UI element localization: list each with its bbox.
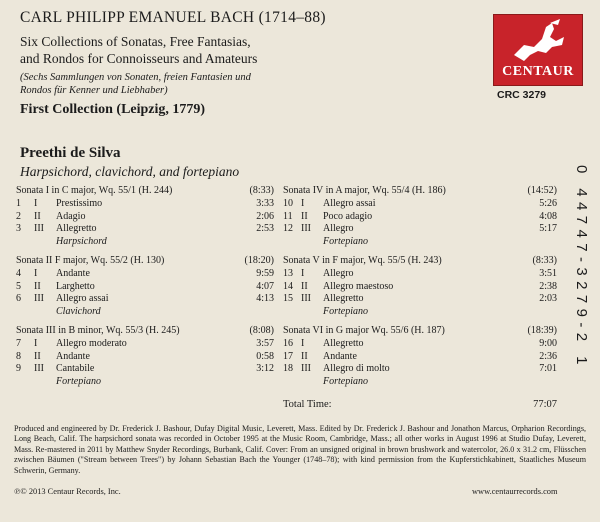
track-title: Larghetto bbox=[56, 280, 95, 292]
sonata-title: Sonata V in F major, Wq. 55/5 (H. 243) bbox=[283, 255, 442, 266]
track-row bbox=[16, 363, 274, 376]
movement-number: II bbox=[301, 280, 308, 292]
track-title: Andante bbox=[323, 350, 357, 362]
track-number: 17 bbox=[283, 350, 293, 362]
track-row bbox=[283, 268, 557, 281]
track-title: Allegretto bbox=[323, 293, 364, 304]
track-duration: 2:53 bbox=[256, 223, 274, 234]
instrument-label: Harpsichord bbox=[56, 235, 107, 247]
track-number: 2 bbox=[16, 210, 21, 222]
track-title: Allegro assai bbox=[56, 293, 109, 304]
track-duration: 3:33 bbox=[256, 198, 274, 209]
movement-number: II bbox=[34, 350, 41, 362]
sonata-total: (8:08) bbox=[249, 325, 274, 336]
track-duration: 7:01 bbox=[539, 363, 557, 374]
track-number: 11 bbox=[283, 210, 293, 222]
track-title: Allegretto bbox=[56, 223, 97, 234]
track-row bbox=[16, 268, 274, 281]
movement-number: I bbox=[34, 198, 38, 209]
track-number: 1 bbox=[16, 198, 21, 209]
sonata-total: (8:33) bbox=[532, 255, 557, 266]
track-title: Allegretto bbox=[323, 338, 364, 349]
track-number: 13 bbox=[283, 268, 293, 279]
sonata-title: Sonata III in B minor, Wq. 55/3 (H. 245) bbox=[16, 325, 180, 336]
track-duration: 2:06 bbox=[256, 210, 274, 222]
track-row bbox=[16, 338, 274, 351]
instruments-line: Harpsichord, clavichord, and fortepiano bbox=[20, 164, 240, 179]
track-duration: 9:59 bbox=[256, 268, 274, 279]
centaur-logo bbox=[493, 14, 583, 86]
total-time-value: 77:07 bbox=[533, 399, 557, 410]
track-number: 8 bbox=[16, 350, 21, 362]
track-title: Allegro bbox=[323, 223, 354, 234]
movement-number: III bbox=[301, 293, 311, 304]
movement-number: III bbox=[34, 223, 44, 234]
collection-title: First Collection (Leipzig, 1779) bbox=[20, 102, 206, 117]
movement-number: II bbox=[34, 280, 41, 292]
track-number: 15 bbox=[283, 293, 293, 304]
track-row bbox=[283, 198, 557, 211]
production-credits: Produced and engineered by Dr. Frederick J. Bashour, Dufay Digital Music, Leverett, Mass. Edited by Dr. Frederick J. Bashour and Jonathon Marcus, Orpharion Recordings, Long Beach, Calif. The harpsichord sonata was recorded in October 1995 at the Music Room, Cambridge, Mass.; all other works in August 1996 at Studio Dufay, Leverett, Mass. Re-mastered in 2011 by Matthew Snyder Recordings, Burbank, Calif. Cover: From an unsigned original in brown brushwork and watercolor, 26.0 x 31.2 cm, Flüsschen zwischen Bäumen ("Stream between Trees") by Johann Sebastian Bach the Younger (1748–78); with kind permission from the Kupferstichkabinett, Staatliches Museum Schwerin, Germany. bbox=[14, 424, 586, 475]
track-number: 7 bbox=[16, 338, 21, 349]
movement-number: II bbox=[301, 350, 308, 362]
total-time bbox=[283, 399, 557, 410]
instrument-label: Fortepiano bbox=[323, 305, 368, 317]
track-row bbox=[283, 211, 557, 224]
track-number: 14 bbox=[283, 280, 293, 292]
subtitle-line-2: and Rondos for Connoisseurs and Amateurs bbox=[20, 51, 258, 66]
centaur-figure-icon bbox=[494, 15, 582, 67]
track-row bbox=[283, 363, 557, 376]
sonata-block-3 bbox=[16, 325, 274, 389]
sonata-total: (18:20) bbox=[244, 255, 274, 266]
track-number: 10 bbox=[283, 198, 293, 209]
track-row bbox=[16, 198, 274, 211]
sonata-title: Sonata IV in A major, Wq. 55/4 (H. 186) bbox=[283, 185, 446, 196]
movement-number: I bbox=[301, 268, 305, 279]
track-row bbox=[16, 293, 274, 306]
track-duration: 2:36 bbox=[539, 350, 557, 362]
track-title: Andante bbox=[56, 350, 90, 362]
track-title: Allegro assai bbox=[323, 198, 376, 209]
sonata-total: (8:33) bbox=[249, 185, 274, 196]
track-number: 12 bbox=[283, 223, 293, 234]
track-duration: 4:08 bbox=[539, 210, 557, 222]
track-title: Andante bbox=[56, 268, 90, 279]
movement-number: III bbox=[34, 363, 44, 374]
track-row bbox=[16, 223, 274, 236]
track-duration: 3:57 bbox=[256, 338, 274, 349]
movement-number: I bbox=[34, 338, 38, 349]
track-number: 18 bbox=[283, 363, 293, 374]
track-row bbox=[283, 223, 557, 236]
track-number: 5 bbox=[16, 280, 21, 292]
barcode-text: 0 44747-3279-2 1 bbox=[573, 165, 590, 370]
track-title: Prestissimo bbox=[56, 198, 103, 209]
instrument-label: Fortepiano bbox=[323, 235, 368, 247]
movement-number: III bbox=[301, 363, 311, 374]
instrument-label: Fortepiano bbox=[56, 375, 101, 387]
track-row bbox=[283, 338, 557, 351]
track-title: Allegro di molto bbox=[323, 363, 390, 374]
german-title-line-1: (Sechs Sammlungen von Sonaten, freien Fantasien und bbox=[20, 72, 251, 83]
track-duration: 3:12 bbox=[256, 363, 274, 374]
sonata-block-1 bbox=[16, 185, 274, 249]
track-duration: 3:51 bbox=[539, 268, 557, 279]
movement-number: II bbox=[34, 210, 41, 222]
barcode-number bbox=[570, 165, 590, 385]
instrument-label: Clavichord bbox=[56, 305, 101, 317]
track-title: Cantabile bbox=[56, 363, 95, 374]
german-title-line-2: Rondos für Kenner und Liebhaber) bbox=[20, 85, 168, 96]
track-number: 3 bbox=[16, 223, 21, 234]
sonata-block-2 bbox=[16, 255, 274, 319]
instrument-label: Fortepiano bbox=[323, 375, 368, 387]
movement-number: I bbox=[34, 268, 38, 279]
website: www.centaurrecords.com bbox=[472, 487, 558, 496]
copyright: ℗© 2013 Centaur Records, Inc. bbox=[14, 487, 121, 496]
total-time-label: Total Time: bbox=[283, 399, 332, 410]
track-duration: 9:00 bbox=[539, 338, 557, 349]
catalog-number: CRC 3279 bbox=[497, 89, 547, 101]
movement-number: I bbox=[301, 338, 305, 349]
subtitle-line-1: Six Collections of Sonatas, Free Fantasias, bbox=[20, 34, 251, 49]
performer-name: Preethi de Silva bbox=[20, 145, 121, 161]
track-number: 4 bbox=[16, 268, 21, 279]
sonata-title: Sonata I in C major, Wq. 55/1 (H. 244) bbox=[16, 185, 173, 196]
track-duration: 5:17 bbox=[539, 223, 557, 234]
movement-number: III bbox=[301, 223, 311, 234]
sonata-title: Sonata VI in G major Wq. 55/6 (H. 187) bbox=[283, 325, 445, 336]
sonata-block-6 bbox=[283, 325, 557, 389]
track-title: Allegro maestoso bbox=[323, 280, 394, 292]
movement-number: III bbox=[34, 293, 44, 304]
track-duration: 0:58 bbox=[256, 350, 274, 362]
sonata-block-5 bbox=[283, 255, 557, 319]
track-row bbox=[16, 281, 274, 294]
sonata-block-4 bbox=[283, 185, 557, 249]
track-duration: 4:13 bbox=[256, 293, 274, 304]
track-number: 6 bbox=[16, 293, 21, 304]
track-number: 16 bbox=[283, 338, 293, 349]
track-row bbox=[283, 293, 557, 306]
track-duration: 5:26 bbox=[539, 198, 557, 209]
sonata-total: (18:39) bbox=[527, 325, 557, 336]
track-row bbox=[283, 351, 557, 364]
track-duration: 4:07 bbox=[256, 280, 274, 292]
track-duration: 2:03 bbox=[539, 293, 557, 304]
composer-title: CARL PHILIPP EMANUEL BACH (1714–88) bbox=[20, 9, 326, 26]
sonata-title: Sonata II F major, Wq. 55/2 (H. 130) bbox=[16, 255, 165, 266]
track-title: Poco adagio bbox=[323, 210, 373, 222]
track-number: 9 bbox=[16, 363, 21, 374]
track-title: Allegro moderato bbox=[56, 338, 127, 349]
track-title: Allegro bbox=[323, 268, 354, 279]
track-row bbox=[16, 211, 274, 224]
track-title: Adagio bbox=[56, 210, 86, 222]
movement-number: I bbox=[301, 198, 305, 209]
movement-number: II bbox=[301, 210, 308, 222]
sonata-total: (14:52) bbox=[527, 185, 557, 196]
track-duration: 2:38 bbox=[539, 280, 557, 292]
track-row bbox=[283, 281, 557, 294]
track-row bbox=[16, 351, 274, 364]
logo-text: CENTAUR bbox=[502, 64, 574, 79]
